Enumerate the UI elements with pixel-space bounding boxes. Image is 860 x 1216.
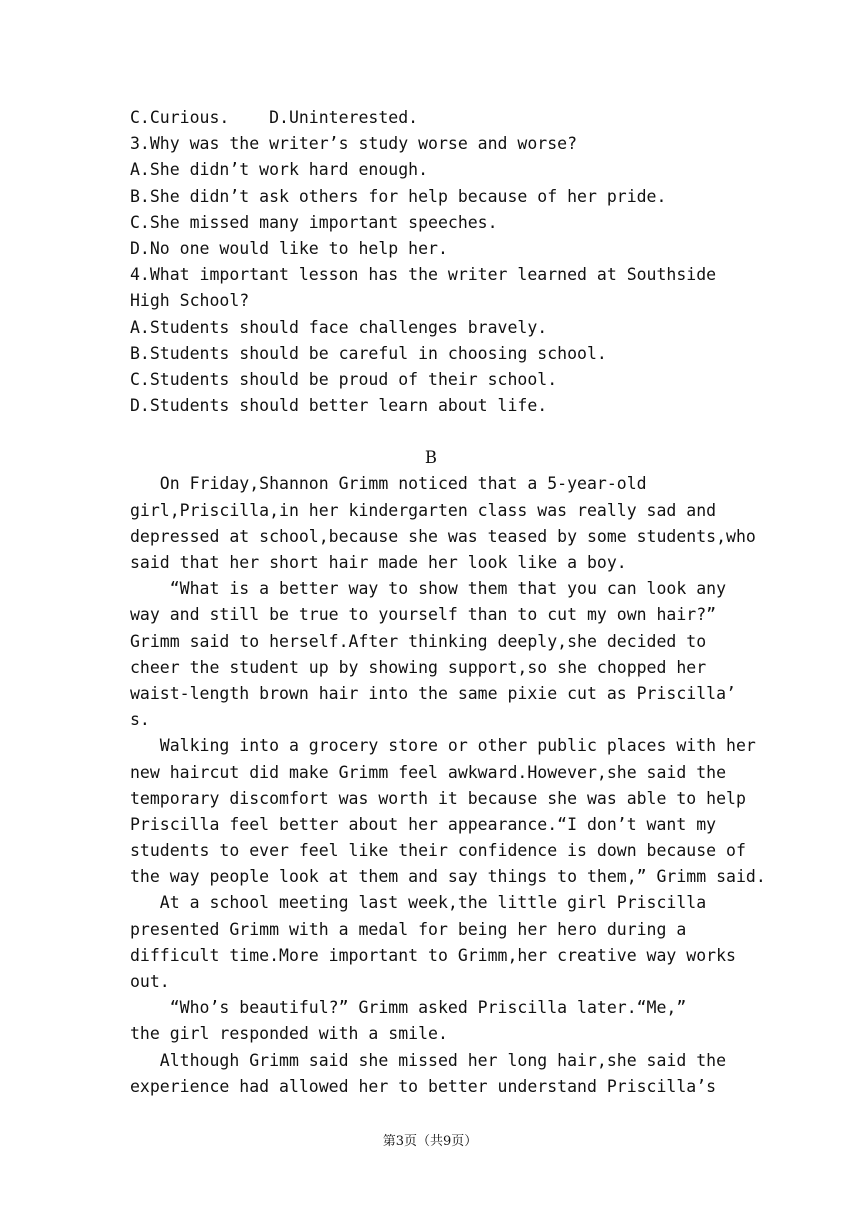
question-3-option-a: A.She didn’t work hard enough. <box>130 160 429 180</box>
passage-line: presented Grimm with a medal for being her hero during a <box>130 919 687 939</box>
passage-line: difficult time.More important to Grimm,her creative way works <box>130 945 736 965</box>
passage-line: Priscilla feel better about her appearance.“I don’t want my <box>130 814 717 834</box>
passage-line: “Who’s beautiful?” Grimm asked Priscilla later.“Me,” <box>130 998 687 1018</box>
question-4-stem-line-2: High School? <box>130 291 250 311</box>
passage-line: students to ever feel like their confidence is down because of <box>130 841 746 861</box>
question-4-option-c: C.Students should be proud of their school. <box>130 369 558 389</box>
question-4-option-a: A.Students should face challenges bravely. <box>130 317 548 337</box>
passage-line: the way people look at them and say things to them,” Grimm said. <box>130 867 766 887</box>
passage-line: depressed at school,because she was teased by some students,who <box>130 526 756 546</box>
passage-line: waist-length brown hair into the same pixie cut as Priscilla’ <box>130 683 736 703</box>
question-4-stem-line-1: 4.What important lesson has the writer learned at Southside <box>130 265 717 285</box>
passage-line: On Friday,Shannon Grimm noticed that a 5-year-old <box>130 474 647 494</box>
question-3-option-d: D.No one would like to help her. <box>130 238 448 258</box>
section-title: B <box>424 448 438 468</box>
question-2-options-tail: C.Curious. D.Uninterested. <box>130 108 419 127</box>
passage-line: the girl responded with a smile. <box>130 1024 448 1044</box>
passage-line: At a school meeting last week,the little girl Priscilla <box>130 893 707 913</box>
passage-line: temporary discomfort was worth it because she was able to help <box>130 788 746 808</box>
passage-line: experience had allowed her to better understand Priscilla’s <box>130 1076 717 1096</box>
passage-line: “What is a better way to show them that you can look any <box>130 579 727 599</box>
question-3-stem: 3.Why was the writer’s study worse and worse? <box>130 134 578 154</box>
passage-line: s. <box>130 710 150 730</box>
question-4-option-d: D.Students should better learn about life. <box>130 396 548 416</box>
passage-line: out. <box>130 972 170 991</box>
passage-line: Walking into a grocery store or other public places with her <box>130 736 756 756</box>
question-3-option-c: C.She missed many important speeches. <box>130 212 498 232</box>
question-3-option-b: B.She didn’t ask others for help because of her pride. <box>130 186 667 206</box>
page-content <box>130 105 766 1100</box>
page-number-footer: 第3页（共9页） <box>382 1134 478 1149</box>
passage-line: said that her short hair made her look like a boy. <box>130 553 627 572</box>
passage-line: cheer the student up by showing support,so she chopped her <box>130 657 707 677</box>
passage-line: Grimm said to herself.After thinking deeply,she decided to <box>130 631 707 651</box>
passage-body <box>130 471 766 1100</box>
passage-line: new haircut did make Grimm feel awkward.However,she said the <box>130 762 727 782</box>
passage-line: Although Grimm said she missed her long hair,she said the <box>130 1050 727 1070</box>
passage-line: way and still be true to yourself than to cut my own hair?” <box>130 605 717 625</box>
question-4-option-b: B.Students should be careful in choosing school. <box>130 343 607 363</box>
passage-line: girl,Priscilla,in her kindergarten class was really sad and <box>130 500 717 520</box>
